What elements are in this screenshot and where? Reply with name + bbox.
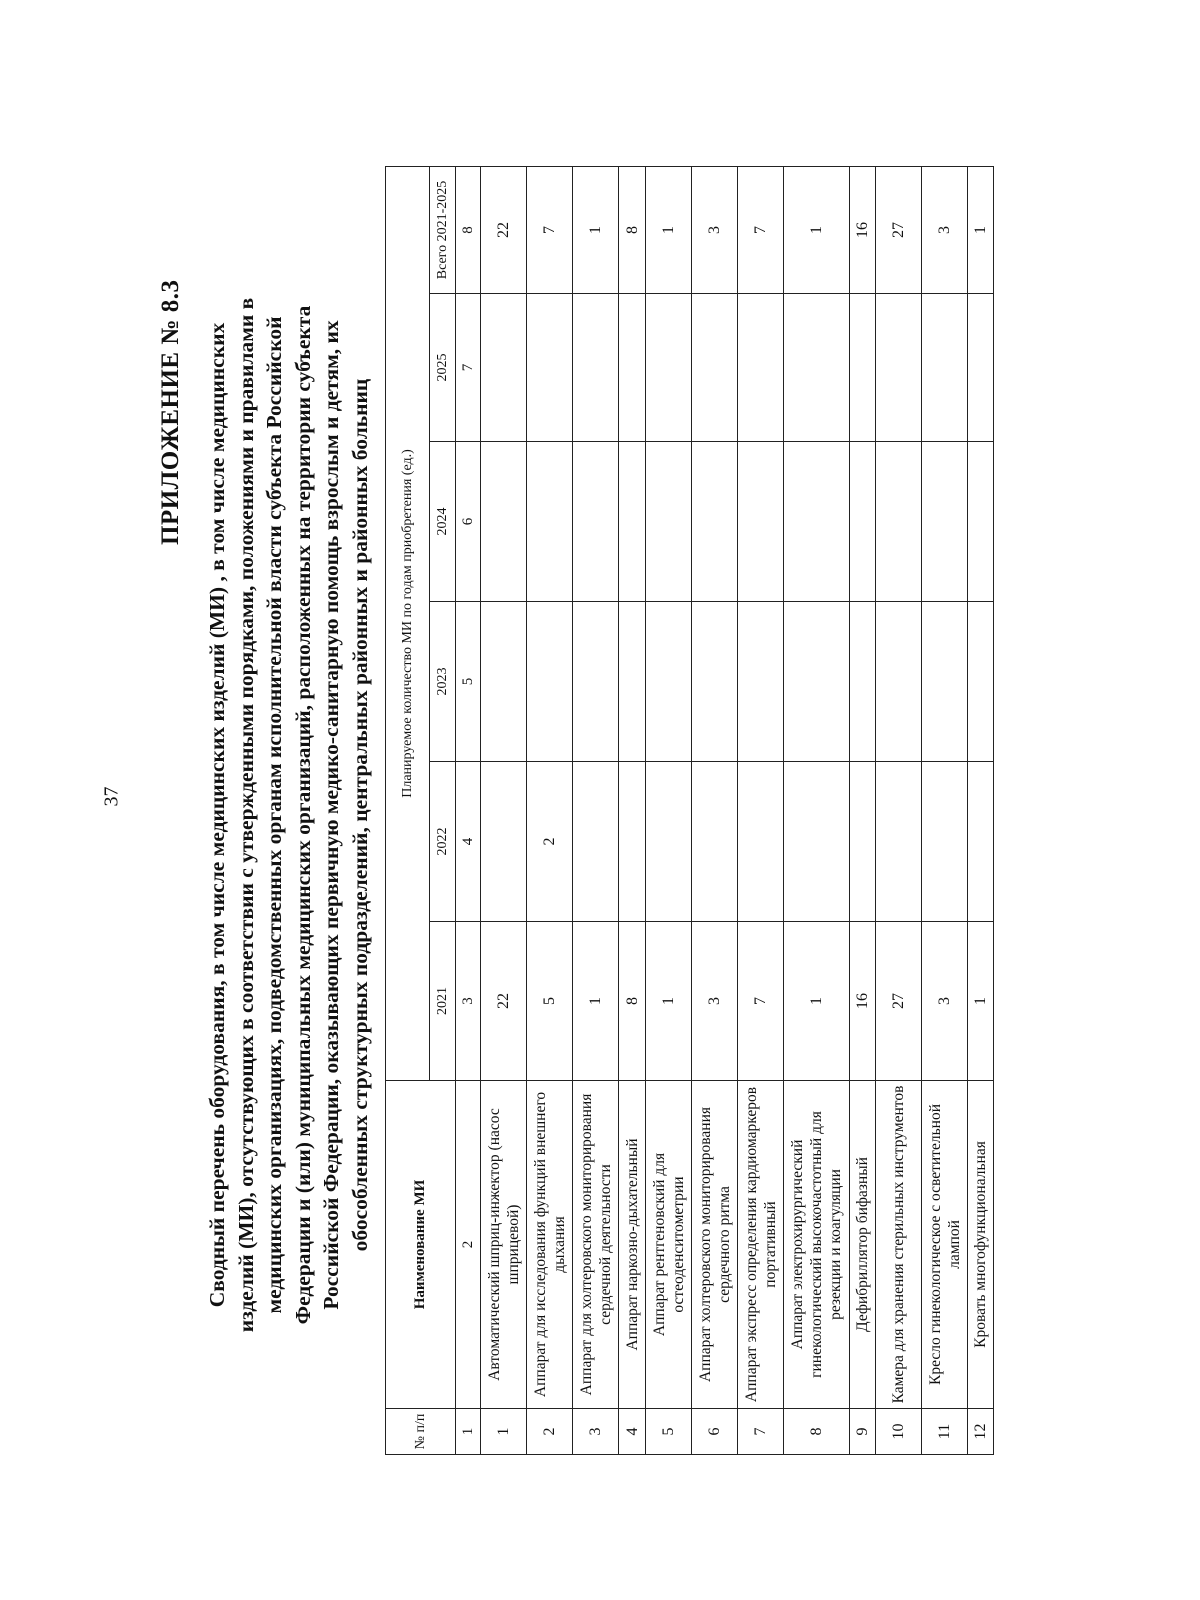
- cell-2022: [922, 762, 968, 922]
- row-num: 3: [573, 1409, 619, 1455]
- header-year: 2025: [430, 294, 456, 442]
- cell-2024: [968, 442, 994, 602]
- cell-total: 1: [784, 166, 850, 293]
- cell-2022: [968, 762, 994, 922]
- equipment-table: [385, 166, 994, 1455]
- column-number: 5: [456, 602, 481, 762]
- header-year: 2024: [430, 442, 456, 602]
- column-number: 3: [456, 922, 481, 1081]
- cell-2022: [481, 762, 527, 922]
- cell-2022: [784, 762, 850, 922]
- row-name: Аппарат для исследования функций внешнего дыхания: [527, 1081, 573, 1409]
- cell-2024: [876, 442, 922, 602]
- column-number: 6: [456, 442, 481, 602]
- cell-2025: [646, 294, 692, 442]
- cell-2023: [692, 602, 738, 762]
- row-num: 10: [876, 1409, 922, 1455]
- cell-2023: [850, 602, 876, 762]
- table-row: [646, 166, 692, 1454]
- cell-2021: 1: [784, 922, 850, 1081]
- column-number: 7: [456, 294, 481, 442]
- cell-total: 27: [876, 166, 922, 293]
- row-name: Аппарат электрохирургический гинекологический высокочастотный для резекции и коагуляции: [784, 1081, 850, 1409]
- cell-2024: [646, 442, 692, 602]
- cell-2022: [619, 762, 646, 922]
- cell-2023: [922, 602, 968, 762]
- column-number-row: [456, 166, 481, 1454]
- row-name: Аппарат холтеровского мониторирования сердечного ритма: [692, 1081, 738, 1409]
- cell-total: 1: [573, 166, 619, 293]
- title-line: Российской Федерации, оказывающих первичную медико-санитарную помощь взрослым и детям, их: [319, 320, 343, 1310]
- cell-2021: 27: [876, 922, 922, 1081]
- cell-2025: [784, 294, 850, 442]
- cell-2024: [922, 442, 968, 602]
- header-num: № п/п: [386, 1409, 456, 1455]
- table-row: [850, 166, 876, 1454]
- cell-2022: [692, 762, 738, 922]
- row-name: Аппарат экспресс определения кардиомаркеров портативный: [738, 1081, 784, 1409]
- row-name: Аппарат рентгеновский для остеоденситометрии: [646, 1081, 692, 1409]
- row-num: 11: [922, 1409, 968, 1455]
- cell-2022: [876, 762, 922, 922]
- row-num: 1: [481, 1409, 527, 1455]
- table-row: [619, 166, 646, 1454]
- table-row: [968, 166, 994, 1454]
- cell-2022: [738, 762, 784, 922]
- cell-2024: [850, 442, 876, 602]
- cell-2025: [968, 294, 994, 442]
- title-line: медицинских организациях, подведомственных органам исполнительной власти субъекта Российской: [262, 316, 286, 1314]
- cell-2023: [738, 602, 784, 762]
- cell-2024: [573, 442, 619, 602]
- row-name: Кровать многофункциональная: [968, 1081, 994, 1409]
- row-num: 4: [619, 1409, 646, 1455]
- cell-total: 1: [968, 166, 994, 293]
- row-name: Кресло гинекологическое с осветительной лампой: [922, 1081, 968, 1409]
- cell-2022: 2: [527, 762, 573, 922]
- header-group: Планируемое количество МИ по годам приобретения (ед.): [386, 166, 430, 1080]
- title-line: Федерации и (или) муниципальных медицинских организаций, расположенных на территории субъекта: [290, 305, 315, 1325]
- header-total: Всего 2021-2025: [430, 166, 456, 293]
- header-year: 2022: [430, 762, 456, 922]
- cell-2025: [481, 294, 527, 442]
- title-line: изделий (МИ), отсутствующих в соответствии с утвержденными порядками, положениями и правилами в: [233, 297, 258, 1333]
- cell-2025: [573, 294, 619, 442]
- cell-total: 3: [692, 166, 738, 293]
- header-year: 2023: [430, 602, 456, 762]
- cell-2025: [738, 294, 784, 442]
- table-row: [922, 166, 968, 1454]
- cell-2024: [527, 442, 573, 602]
- cell-2023: [481, 602, 527, 762]
- cell-total: 7: [738, 166, 784, 293]
- cell-2025: [850, 294, 876, 442]
- cell-2021: 1: [646, 922, 692, 1081]
- row-name: Автоматический шприц-инжектор (насос шприцевой): [481, 1081, 527, 1409]
- cell-2023: [527, 602, 573, 762]
- cell-2025: [922, 294, 968, 442]
- cell-2021: 3: [922, 922, 968, 1081]
- cell-2023: [784, 602, 850, 762]
- row-num: 9: [850, 1409, 876, 1455]
- table-row: [527, 166, 573, 1454]
- cell-total: 7: [527, 166, 573, 293]
- row-num: 2: [527, 1409, 573, 1455]
- cell-2021: 5: [527, 922, 573, 1081]
- column-number: 1: [456, 1409, 481, 1455]
- table-row: [692, 166, 738, 1454]
- cell-2025: [619, 294, 646, 442]
- cell-2024: [784, 442, 850, 602]
- cell-2025: [527, 294, 573, 442]
- cell-2023: [573, 602, 619, 762]
- page-number: 37: [100, 786, 123, 807]
- cell-total: 3: [922, 166, 968, 293]
- cell-2023: [646, 602, 692, 762]
- cell-total: 1: [646, 166, 692, 293]
- title-line: обособленных структурных подразделений, центральных районных и районных больниц: [347, 378, 372, 1252]
- table-row: [573, 166, 619, 1454]
- rotated-page-content: [155, 165, 1200, 1455]
- header-year: 2021: [430, 922, 456, 1081]
- cell-2023: [619, 602, 646, 762]
- cell-2025: [692, 294, 738, 442]
- row-num: 12: [968, 1409, 994, 1455]
- row-name: Аппарат для холтеровского мониторирования сердечной деятельности: [573, 1081, 619, 1409]
- row-name: Дефибриллятор бифазный: [850, 1081, 876, 1409]
- header-name: Наименование МИ: [386, 1081, 456, 1409]
- row-num: 6: [692, 1409, 738, 1455]
- row-name: Аппарат наркозно-дыхательный: [619, 1081, 646, 1409]
- cell-2021: 1: [968, 922, 994, 1081]
- cell-2021: 8: [619, 922, 646, 1081]
- cell-total: 8: [619, 166, 646, 293]
- row-num: 5: [646, 1409, 692, 1455]
- row-num: 8: [784, 1409, 850, 1455]
- cell-2021: 16: [850, 922, 876, 1081]
- cell-total: 16: [850, 166, 876, 293]
- title-line: Сводный перечень оборудования, в том числе медицинских изделий (МИ) , в том числе медицинских: [205, 322, 229, 1308]
- cell-2022: [573, 762, 619, 922]
- cell-2024: [481, 442, 527, 602]
- cell-total: 22: [481, 166, 527, 293]
- document-title: [203, 175, 374, 1455]
- column-number: 4: [456, 762, 481, 922]
- appendix-label: ПРИЛОЖЕНИЕ № 8.3: [157, 279, 184, 545]
- table-row: [784, 166, 850, 1454]
- cell-2021: 3: [692, 922, 738, 1081]
- cell-2021: 22: [481, 922, 527, 1081]
- row-name: Камера для хранения стерильных инструментов: [876, 1081, 922, 1409]
- cell-2024: [619, 442, 646, 602]
- table-row: [481, 166, 527, 1454]
- cell-2024: [692, 442, 738, 602]
- cell-2022: [850, 762, 876, 922]
- cell-2024: [738, 442, 784, 602]
- cell-2021: 7: [738, 922, 784, 1081]
- cell-2021: 1: [573, 922, 619, 1081]
- cell-2023: [968, 602, 994, 762]
- column-number: 8: [456, 166, 481, 293]
- row-num: 7: [738, 1409, 784, 1455]
- cell-2025: [876, 294, 922, 442]
- column-number: 2: [456, 1081, 481, 1409]
- cell-2023: [876, 602, 922, 762]
- cell-2022: [646, 762, 692, 922]
- table-row: [738, 166, 784, 1454]
- table-row: [876, 166, 922, 1454]
